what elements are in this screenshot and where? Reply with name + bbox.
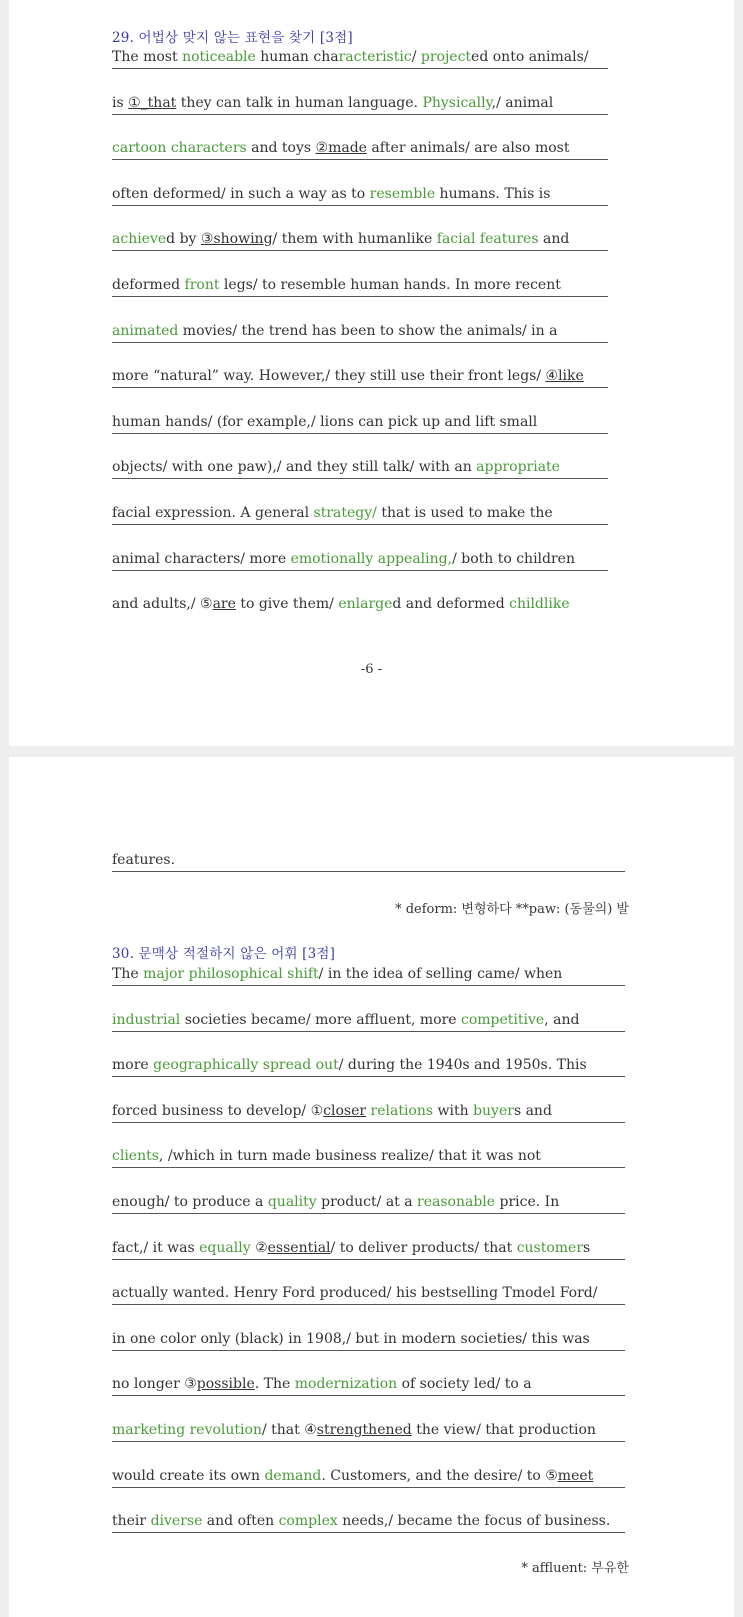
underlined-choice: ①_that	[128, 94, 177, 111]
footnote-30: * affluent: 부유한	[521, 1561, 629, 1576]
text-run: and	[538, 231, 570, 248]
text-run: legs/ to resemble human hands. In more recent	[219, 277, 561, 293]
text-run: ed onto animals/	[471, 49, 589, 65]
text-run: would create its own	[112, 1467, 265, 1484]
underlined-choice: are	[212, 596, 236, 613]
passage-line	[112, 228, 608, 251]
highlighted-word: strategy/	[313, 505, 377, 521]
passage-line	[112, 1328, 625, 1351]
passage-line	[112, 502, 608, 525]
text-run: after animals/ are also most	[366, 140, 570, 157]
highlighted-word: customer	[516, 1239, 584, 1256]
highlighted-word: cartoon characters	[112, 140, 247, 157]
highlighted-word: diverse	[150, 1513, 203, 1530]
text-run: . The	[254, 1376, 295, 1393]
highlighted-word: demand	[264, 1467, 322, 1484]
highlighted-word: industrial	[112, 1011, 181, 1028]
highlighted-word: emotionally appealing,	[290, 550, 453, 567]
text-run: / them with humanlike	[272, 231, 437, 248]
text-run: deformed	[112, 277, 185, 293]
text-run: and adults,/ ⑤	[112, 596, 213, 613]
page-7	[9, 757, 734, 1617]
text-run: objects/ with one paw),/ and they still talk/ with an	[112, 459, 477, 476]
highlighted-word: racteristic	[338, 49, 412, 65]
highlighted-word: facial features	[436, 231, 539, 248]
text-run: d and deformed	[392, 596, 510, 613]
text-run: facial expression. A general	[112, 505, 314, 521]
text-run: and often	[202, 1513, 279, 1530]
text-run: they can talk in human language.	[176, 94, 423, 111]
highlighted-word: noticeable	[182, 49, 256, 65]
text-run: , /which in turn made business realize/ that it was not	[158, 1148, 541, 1165]
text-run: to give them/	[235, 596, 339, 613]
passage-line	[112, 1145, 625, 1168]
text-run: more	[112, 1057, 154, 1074]
passage-line	[112, 1237, 625, 1260]
passage-line	[112, 92, 608, 115]
highlighted-word: front	[184, 277, 220, 293]
underlined-choice: possible	[196, 1376, 255, 1393]
underlined-choice: essential	[267, 1239, 331, 1256]
text-run: forced business to develop/ ①	[112, 1102, 324, 1119]
highlighted-word: resemble	[369, 185, 436, 202]
text-run: the view/ that production	[411, 1422, 596, 1438]
text-run: in one color only (black) in 1908,/ but in modern societies/ this was	[112, 1330, 590, 1347]
passage-line	[112, 1009, 625, 1032]
highlighted-word: appropriate	[476, 459, 560, 476]
text-run: . Customers, and the desire/ to ⑤	[321, 1467, 558, 1484]
highlighted-word: project	[420, 49, 472, 65]
text-run: features.	[112, 852, 176, 868]
text-run: / in the idea of selling came/ when	[318, 966, 563, 982]
highlighted-word: animated	[112, 322, 179, 339]
passage-line	[112, 1373, 625, 1396]
highlighted-word: major philosophical shift	[143, 966, 319, 982]
highlighted-word: quality	[267, 1194, 317, 1210]
passage-line	[112, 365, 608, 388]
highlighted-word: childlike	[509, 596, 570, 613]
passage-line	[112, 1282, 625, 1305]
passage-line	[112, 137, 608, 160]
text-run: actually wanted. Henry Ford produced/ his bestselling Tmodel Ford/	[112, 1285, 598, 1302]
page-6	[9, 0, 734, 746]
text-run: needs,/ became the focus of business.	[337, 1513, 611, 1530]
highlighted-word: marketing revolution	[112, 1422, 262, 1438]
highlighted-word: clients	[112, 1148, 159, 1165]
passage-line	[112, 963, 625, 986]
text-run: human cha	[255, 49, 339, 65]
highlighted-word: competitive	[461, 1011, 545, 1028]
passage-line	[112, 274, 608, 297]
highlighted-word: Physically	[422, 94, 492, 111]
passage-line	[112, 183, 608, 206]
passage-line	[112, 1054, 625, 1077]
text-run: / that ④	[261, 1422, 317, 1438]
text-run: / to deliver products/ that	[330, 1239, 517, 1256]
text-run: /	[411, 49, 421, 65]
text-run: ②	[250, 1239, 268, 1256]
text-run: / both to children	[452, 550, 575, 567]
text-run: enough/ to produce a	[112, 1194, 268, 1210]
question-30-title: 30. 문맥상 적절하지 않은 어휘 [3점]	[112, 946, 336, 962]
text-run: ,/ animal	[491, 94, 554, 111]
question-29-title: 29. 어법상 맞지 않는 표현을 찾기 [3점]	[112, 30, 353, 46]
text-run: d by	[166, 231, 201, 248]
passage-line	[112, 849, 625, 872]
passage-line	[112, 456, 608, 479]
text-run: their	[112, 1513, 151, 1530]
underlined-choice: strengthened	[316, 1422, 412, 1438]
text-run: no longer ③	[112, 1376, 197, 1393]
passage-line	[112, 46, 608, 69]
text-run: with	[433, 1102, 474, 1119]
passage-line	[112, 1419, 625, 1442]
highlighted-word: geographically spread out	[153, 1057, 339, 1074]
passage-line	[112, 411, 608, 434]
highlighted-word: achieve	[112, 231, 167, 248]
text-run: humans. This is	[435, 185, 551, 202]
text-run: that is used to make the	[376, 505, 553, 521]
passage-line	[112, 593, 608, 615]
text-run: movies/ the trend has been to show the animals/ in a	[178, 322, 558, 339]
text-run: of society led/ to a	[397, 1376, 532, 1393]
highlighted-word: reasonable	[417, 1194, 496, 1210]
underlined-choice: ④like	[545, 368, 584, 385]
passage-line	[112, 1465, 625, 1488]
text-run: often deformed/ in such a way as to	[112, 185, 370, 202]
text-run: animal characters/ more	[112, 550, 291, 567]
footnote-29: * deform: 변형하다 **paw: (동물의) 발	[395, 902, 629, 917]
text-run: more “natural” way. However,/ they still use their front legs/	[112, 368, 546, 385]
text-run: s and	[513, 1102, 552, 1119]
text-run: and toys	[246, 140, 316, 157]
passage-line	[112, 1100, 625, 1123]
text-run: fact,/ it was	[112, 1239, 200, 1256]
highlighted-word: equally	[199, 1239, 251, 1256]
text-run: societies became/ more affluent, more	[180, 1011, 462, 1028]
underlined-choice: ③showing	[200, 231, 273, 248]
underlined-choice: closer	[323, 1102, 367, 1119]
underlined-choice: meet	[557, 1467, 594, 1484]
text-run: human hands/ (for example,/ lions can pick up and lift small	[112, 413, 538, 430]
underlined-choice: ②made	[315, 140, 367, 157]
page-number: -6 -	[360, 662, 383, 677]
text-run: s	[583, 1239, 591, 1256]
highlighted-word: modernization	[294, 1376, 398, 1393]
highlighted-word: relations	[370, 1102, 434, 1119]
text-run: product/ at a	[316, 1194, 418, 1210]
text-run: price. In	[495, 1194, 560, 1210]
text-run: The	[112, 966, 144, 982]
text-run: , and	[544, 1011, 580, 1028]
text-run: is	[112, 94, 129, 111]
passage-line	[112, 1191, 625, 1214]
highlighted-word: buyer	[473, 1102, 514, 1119]
text-run: The most	[112, 49, 183, 65]
passage-line	[112, 548, 608, 571]
passage-line	[112, 1510, 625, 1533]
text-run: / during the 1940s and 1950s. This	[338, 1057, 587, 1074]
highlighted-word: enlarge	[338, 596, 393, 613]
highlighted-word: complex	[278, 1513, 338, 1530]
passage-line	[112, 320, 608, 343]
